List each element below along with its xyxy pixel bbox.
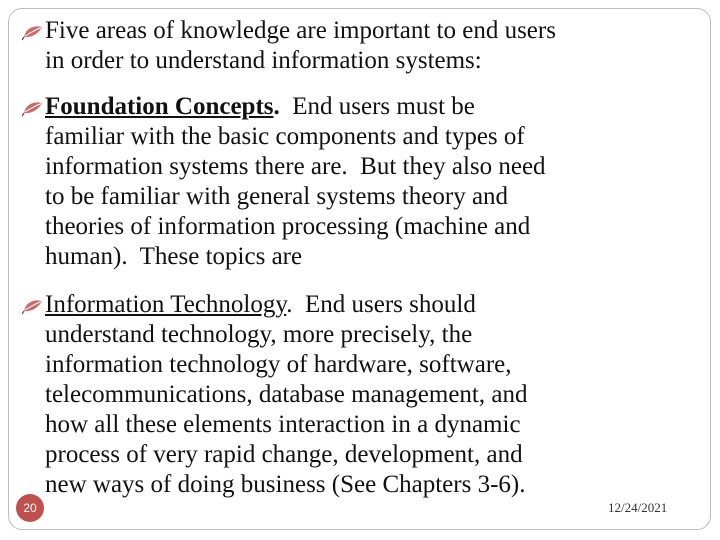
text-line: theories of information processing (machine and <box>45 213 531 240</box>
text-line: understand technology, more precisely, the <box>45 321 473 348</box>
text-line: to be familiar with general systems theory and <box>45 183 509 210</box>
text-first: End users must be <box>279 93 475 120</box>
slide-date: 12/24/2021 <box>608 500 668 515</box>
bullet-intro <box>22 16 680 76</box>
first-line <box>45 92 680 122</box>
text-line: process of very rapid change, development, and <box>45 441 523 468</box>
bullet-text <box>22 92 680 272</box>
text-first: End users should <box>292 291 476 318</box>
bullet-text <box>22 16 680 76</box>
bullet-lead: Information Technology <box>45 291 287 318</box>
bullet-foundation-concepts <box>22 92 680 272</box>
text-line: new ways of doing business (See Chapters 3-6). <box>45 471 526 498</box>
lead-suffix: . <box>273 93 280 120</box>
text-line: in order to understand information systems: <box>45 47 482 74</box>
text-line: how all these elements interaction in a dynamic <box>45 411 521 438</box>
text-line: telecommunications, database management, and <box>45 381 528 408</box>
slide-number-badge: 20 <box>16 494 44 522</box>
text-line: human). These topics are <box>45 243 303 270</box>
bullet-text <box>22 290 680 500</box>
leaf-bullet-icon <box>22 21 44 41</box>
leaf-bullet-icon <box>22 295 44 315</box>
text-line: familiar with the basic components and types of <box>45 123 525 150</box>
text-line: information technology of hardware, software, <box>45 351 512 378</box>
leaf-bullet-icon <box>22 97 44 117</box>
lead-suffix: . <box>286 291 293 318</box>
bullet-information-technology <box>22 290 680 500</box>
first-line <box>45 290 680 320</box>
text-line: information systems there are. But they also need <box>45 153 546 180</box>
text-line: Five areas of knowledge are important to end users <box>45 17 556 44</box>
bullet-lead: Foundation Concepts <box>45 93 274 120</box>
